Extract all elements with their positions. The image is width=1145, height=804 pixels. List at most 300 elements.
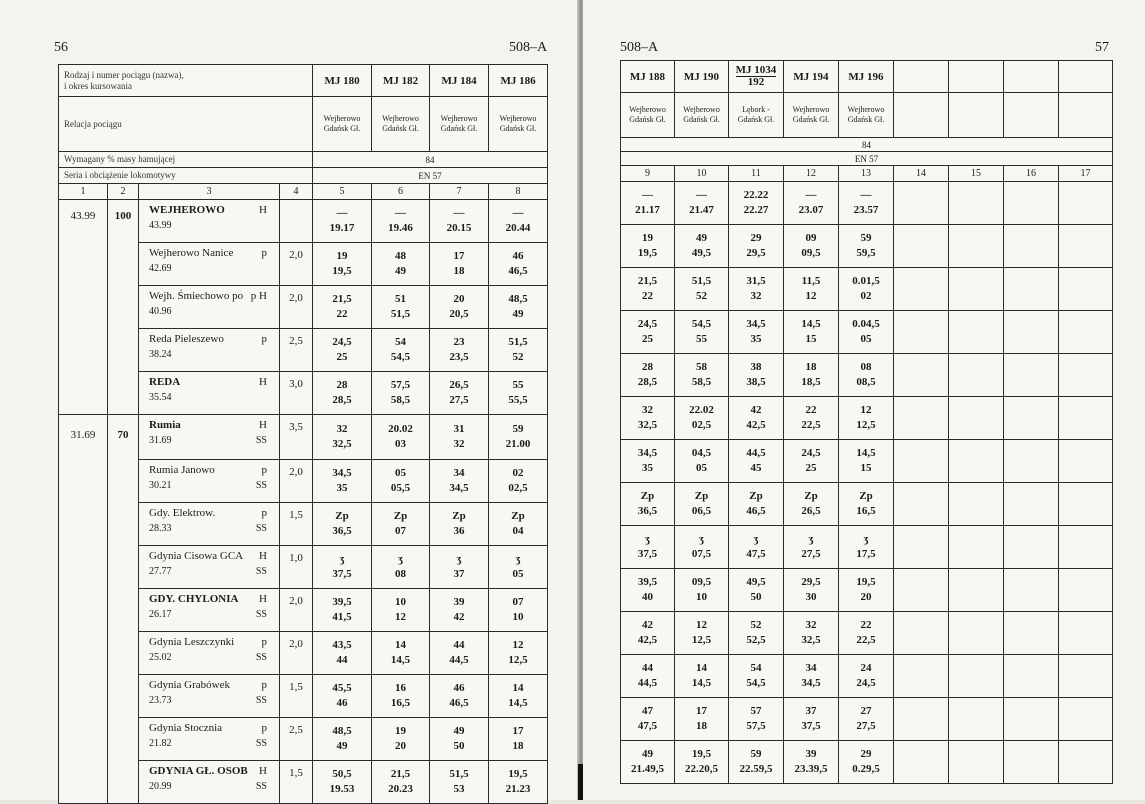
time-cell <box>621 526 675 569</box>
time-cell <box>729 397 784 440</box>
departure-time: 02 <box>860 290 872 302</box>
time-cell <box>949 397 1004 440</box>
time-cell <box>1059 612 1113 655</box>
departure-time: 20,5 <box>449 308 469 320</box>
time-cell <box>675 182 729 225</box>
station-cell <box>139 546 280 589</box>
time-cell <box>1004 483 1059 526</box>
time-cell <box>1004 440 1059 483</box>
arrival-time: 16 <box>395 682 407 694</box>
time-cell <box>621 655 675 698</box>
arrival-time: 39 <box>453 596 465 608</box>
departure-time: 58,5 <box>390 394 411 406</box>
arrival-time: Zp <box>640 490 655 502</box>
departure-time: 19.17 <box>329 222 355 234</box>
train-relation: Wejherowo Gdańsk Gł. <box>675 93 729 138</box>
departure-time: 19,5 <box>332 265 352 277</box>
timetable-left <box>58 64 548 804</box>
departure-time: 34,5 <box>449 482 469 494</box>
station-name: GDY. CHYLONIA <box>149 593 239 605</box>
arrival-time: Zp <box>393 510 408 522</box>
departure-time: 16,5 <box>856 505 876 517</box>
time-cell <box>949 526 1004 569</box>
arrival-time: 19,5 <box>856 576 876 588</box>
arrival-time: 14 <box>512 682 524 694</box>
departure-time: 16,5 <box>390 697 411 709</box>
arrival-time: 08 <box>860 361 872 373</box>
column-number-row <box>621 166 1113 182</box>
station-name: Rumia Janowo <box>149 464 215 476</box>
departure-time: 12,5 <box>691 634 712 646</box>
departure-time: 07 <box>395 525 407 537</box>
station-name: Rumia <box>149 419 181 431</box>
departure-time: 58,5 <box>691 376 712 388</box>
time-cell <box>949 655 1004 698</box>
loco-value: EN 57 <box>313 168 548 184</box>
header-row-relation <box>59 97 548 152</box>
arrival-time: 38 <box>750 361 762 373</box>
gradient: 2,0 <box>280 243 313 286</box>
station-name-line <box>149 634 275 650</box>
departure-time: 42,5 <box>746 419 766 431</box>
station-row <box>621 655 1113 698</box>
arrival-time: 57,5 <box>390 379 411 391</box>
departure-time: 35 <box>642 462 653 474</box>
brake-value: 84 <box>313 152 548 168</box>
station-km: 21.82 <box>149 738 172 749</box>
arrival-time: 12 <box>860 404 872 416</box>
column-number: 3 <box>139 184 280 200</box>
gradient: 2,5 <box>280 329 313 372</box>
arrival-time: 32 <box>336 423 348 435</box>
station-row <box>621 483 1113 526</box>
time-cell <box>949 182 1004 225</box>
arrival-time: 59 <box>860 232 872 244</box>
arrival-time: Zp <box>335 510 349 522</box>
column-number: 2 <box>108 184 139 200</box>
train-relation: Wejherowo Gdańsk Gł. <box>372 97 430 152</box>
station-cell <box>139 589 280 632</box>
time-cell <box>784 440 839 483</box>
time-cell <box>372 329 430 372</box>
departure-time: 32,5 <box>332 438 352 450</box>
departure-time: 19.53 <box>329 783 355 795</box>
time-cell <box>784 483 839 526</box>
departure-time: 37 <box>453 568 465 580</box>
time-cell <box>372 415 430 460</box>
station-km: 40.96 <box>149 306 172 317</box>
time-cell <box>839 440 894 483</box>
departure-time: 52 <box>512 351 524 363</box>
arrival-time: 24,5 <box>332 336 352 348</box>
time-cell <box>1059 397 1113 440</box>
arrival-time: 11,5 <box>801 275 821 287</box>
station-row <box>621 569 1113 612</box>
station-name-line <box>149 763 275 779</box>
station-name-line <box>149 505 275 521</box>
line-code-left: 508–A <box>509 40 548 55</box>
station-ss <box>267 390 275 406</box>
time-cell <box>839 182 894 225</box>
station-km: 20.99 <box>149 781 172 792</box>
time-cell <box>729 655 784 698</box>
station-flag: H <box>259 593 267 605</box>
train-number <box>729 61 784 93</box>
time-cell <box>313 286 372 329</box>
train-number: MJ 180 <box>313 65 372 97</box>
column-number-row <box>59 184 548 200</box>
arrival-time: Zp <box>452 510 466 522</box>
column-number: 10 <box>675 166 729 182</box>
station-km-line <box>149 693 275 709</box>
station-km: 43.99 <box>149 220 172 231</box>
train-number: MJ 186 <box>489 65 548 97</box>
arrival-time: 20.02 <box>388 423 413 435</box>
station-name: Reda Pieleszewo <box>149 333 224 345</box>
station-name: Gdynia Leszczynki <box>149 636 235 648</box>
departure-time: 37,5 <box>801 720 821 732</box>
departure-time: 55,5 <box>508 394 528 406</box>
arrival-time: 17 <box>512 725 524 737</box>
station-flag: H <box>259 376 267 388</box>
train-relation: Wejherowo Gdańsk Gł. <box>621 93 675 138</box>
time-cell <box>430 372 489 415</box>
time-cell <box>1004 741 1059 784</box>
time-cell <box>430 632 489 675</box>
arrival-time: 34 <box>805 662 817 674</box>
time-cell <box>1004 655 1059 698</box>
station-ss <box>267 261 275 277</box>
gradient: 2,0 <box>280 286 313 329</box>
departure-time: 04 <box>512 525 524 537</box>
time-cell <box>313 372 372 415</box>
station-row <box>59 415 548 460</box>
departure-time: 0.29,5 <box>852 763 880 775</box>
time-cell <box>1004 526 1059 569</box>
arrival-time: 28 <box>642 361 653 373</box>
time-cell <box>839 612 894 655</box>
column-number: 14 <box>894 166 949 182</box>
departure-time: 15 <box>805 333 817 345</box>
time-cell <box>949 741 1004 784</box>
time-cell <box>1059 569 1113 612</box>
time-cell <box>372 286 430 329</box>
time-cell <box>621 182 675 225</box>
station-km: 42.69 <box>149 263 172 274</box>
departure-time: 17,5 <box>856 548 876 560</box>
station-cell <box>139 243 280 286</box>
relation-label: Relacja pociągu <box>59 97 313 152</box>
arrival-time: 54,5 <box>691 318 712 330</box>
departure-time: 30 <box>805 591 817 603</box>
header-row-brake <box>59 152 548 168</box>
time-cell <box>675 483 729 526</box>
time-cell <box>621 569 675 612</box>
header-row-brake <box>621 138 1113 152</box>
time-cell <box>621 311 675 354</box>
departure-time: 21.47 <box>689 204 714 216</box>
time-cell <box>372 372 430 415</box>
column-number: 6 <box>372 184 430 200</box>
gradient: 1,5 <box>280 761 313 804</box>
train-relation: Lębork - Gdańsk Gł. <box>729 93 784 138</box>
train-number: MJ 188 <box>621 61 675 93</box>
time-cell <box>784 182 839 225</box>
gradient: 3,0 <box>280 372 313 415</box>
departure-time: 18,5 <box>801 376 821 388</box>
time-cell <box>729 741 784 784</box>
time-cell <box>1059 268 1113 311</box>
departure-time: 36,5 <box>637 505 658 517</box>
departure-time: 28,5 <box>637 376 658 388</box>
time-cell <box>894 182 949 225</box>
station-km-line <box>149 390 275 406</box>
time-cell <box>489 718 548 761</box>
station-cell <box>139 632 280 675</box>
departure-time: 50 <box>453 740 465 752</box>
departure-time: 54,5 <box>746 677 766 689</box>
arrival-time: 49 <box>453 725 465 737</box>
time-cell <box>675 741 729 784</box>
arrival-time: 22 <box>805 404 817 416</box>
arrival-time: 21,5 <box>637 275 658 287</box>
arrival-time: 22.22 <box>743 189 769 201</box>
station-ss: SS <box>255 652 267 663</box>
time-cell <box>949 698 1004 741</box>
departure-time: 51,5 <box>390 308 411 320</box>
arrival-time: 09 <box>805 232 817 244</box>
arrival-time: — <box>453 207 465 219</box>
departure-time: 22 <box>642 290 653 302</box>
station-row <box>621 311 1113 354</box>
time-cell <box>621 354 675 397</box>
station-ss: SS <box>255 695 267 706</box>
time-cell <box>675 698 729 741</box>
time-cell <box>372 200 430 243</box>
arrival-time: 04,5 <box>691 447 712 459</box>
time-cell <box>729 182 784 225</box>
departure-time: 50 <box>750 591 762 603</box>
departure-time: 54,5 <box>390 351 411 363</box>
time-cell <box>839 526 894 569</box>
departure-time: 22,5 <box>856 634 876 646</box>
train-number-fraction <box>736 65 777 88</box>
header-row-train <box>59 65 548 97</box>
arrival-time: 0.01,5 <box>852 275 880 287</box>
departure-time: 32 <box>453 438 465 450</box>
time-cell <box>1004 354 1059 397</box>
arrival-time: 34,5 <box>637 447 658 459</box>
time-cell <box>839 698 894 741</box>
station-row <box>621 182 1113 225</box>
time-cell <box>839 225 894 268</box>
arrival-time: 18 <box>805 361 817 373</box>
header-row-loco <box>621 152 1113 166</box>
time-cell <box>489 546 548 589</box>
column-number: 11 <box>729 166 784 182</box>
station-cell <box>139 503 280 546</box>
time-cell <box>372 632 430 675</box>
station-cell <box>139 200 280 243</box>
station-km: 38.24 <box>149 349 172 360</box>
station-row <box>621 526 1113 569</box>
arrival-time: ʒ <box>753 533 759 545</box>
departure-time: 42,5 <box>637 634 658 646</box>
station-ss: SS <box>255 738 267 749</box>
time-cell <box>949 483 1004 526</box>
time-cell <box>621 698 675 741</box>
station-name-line <box>149 591 275 607</box>
departure-time: 46,5 <box>746 505 766 517</box>
column-number: 4 <box>280 184 313 200</box>
time-cell <box>894 569 949 612</box>
time-cell <box>489 503 548 546</box>
time-cell <box>675 311 729 354</box>
time-cell <box>372 243 430 286</box>
station-ss: SS <box>255 781 267 792</box>
time-cell <box>894 268 949 311</box>
departure-time: 32 <box>750 290 762 302</box>
departure-time: 53 <box>453 783 465 795</box>
line-km: 43.99 <box>59 200 108 415</box>
station-name-line <box>149 288 275 304</box>
station-cell <box>139 761 280 804</box>
loco-label: Seria i obciążenie lokomotywy <box>59 168 313 184</box>
time-cell <box>313 632 372 675</box>
time-cell <box>1004 612 1059 655</box>
time-cell <box>430 415 489 460</box>
time-cell <box>372 675 430 718</box>
time-cell <box>430 329 489 372</box>
time-cell <box>784 354 839 397</box>
departure-time: 46 <box>336 697 348 709</box>
station-name: Gdynia Cisowa GCA <box>149 550 244 562</box>
brake-value: 84 <box>621 138 1113 152</box>
departure-time: 22 <box>336 308 348 320</box>
time-cell <box>839 268 894 311</box>
station-km: 23.73 <box>149 695 172 706</box>
departure-time: 46,5 <box>508 265 528 277</box>
arrival-time: 12 <box>512 639 524 651</box>
line-code-right: 508–A <box>620 40 659 55</box>
train-number: MJ 194 <box>784 61 839 93</box>
departure-time: 32,5 <box>637 419 658 431</box>
time-cell <box>621 612 675 655</box>
time-cell <box>894 225 949 268</box>
station-km: 31.69 <box>149 435 172 446</box>
time-cell <box>313 675 372 718</box>
arrival-time: 26,5 <box>449 379 469 391</box>
time-cell <box>784 268 839 311</box>
arrival-time: 29,5 <box>801 576 821 588</box>
arrival-time: 29 <box>750 232 762 244</box>
station-ss: SS <box>255 566 267 577</box>
departure-time: 36 <box>453 525 465 537</box>
time-cell <box>621 741 675 784</box>
departure-time: 22.59,5 <box>739 763 773 775</box>
time-cell <box>489 200 548 243</box>
station-km: 30.21 <box>149 480 172 491</box>
brake-label: Wymagany % masy hamującej <box>59 152 313 168</box>
time-cell <box>784 655 839 698</box>
departure-time: 37,5 <box>637 548 658 560</box>
time-cell <box>313 589 372 632</box>
departure-time: 38,5 <box>746 376 766 388</box>
station-ss <box>267 304 275 320</box>
time-cell <box>949 225 1004 268</box>
departure-time: 06,5 <box>691 505 712 517</box>
arrival-time: 50,5 <box>332 768 352 780</box>
arrival-time: 48 <box>395 250 407 262</box>
arrival-time: 48,5 <box>332 725 352 737</box>
station-km-line <box>149 478 275 494</box>
departure-time: 08 <box>395 568 407 580</box>
station-flag: p <box>261 679 267 691</box>
time-cell <box>430 546 489 589</box>
time-cell <box>372 761 430 804</box>
time-cell <box>313 243 372 286</box>
train-number: MJ 196 <box>839 61 894 93</box>
arrival-time: Zp <box>804 490 818 502</box>
station-name-line <box>149 245 275 261</box>
train-relation <box>894 93 949 138</box>
arrival-time: 57 <box>750 705 762 717</box>
arrival-time: 46 <box>512 250 524 262</box>
arrival-time: 49,5 <box>746 576 766 588</box>
train-relation: Wejherowo Gdańsk Gł. <box>313 97 372 152</box>
time-cell <box>1059 225 1113 268</box>
time-cell <box>675 526 729 569</box>
departure-time: 23.39,5 <box>794 763 828 775</box>
time-cell <box>313 503 372 546</box>
arrival-time: — <box>395 207 407 219</box>
arrival-time: 22 <box>860 619 872 631</box>
time-cell <box>313 761 372 804</box>
station-flag: p <box>261 722 267 734</box>
departure-time: 35 <box>336 482 348 494</box>
departure-time: 18 <box>696 720 707 732</box>
arrival-time: 20 <box>453 293 465 305</box>
departure-time: 05,5 <box>390 482 411 494</box>
gradient: 2,0 <box>280 589 313 632</box>
time-cell <box>430 286 489 329</box>
departure-time: 05 <box>512 568 524 580</box>
station-flag: p <box>261 464 267 476</box>
time-cell <box>430 460 489 503</box>
time-cell <box>784 225 839 268</box>
arrival-time: 59 <box>512 423 524 435</box>
time-cell <box>1004 569 1059 612</box>
train-relation: Wejherowo Gdańsk Gł. <box>430 97 489 152</box>
departure-time: 10 <box>512 611 524 623</box>
time-cell <box>839 741 894 784</box>
departure-time: 23.07 <box>798 204 824 216</box>
arrival-time: ʒ <box>456 553 462 565</box>
departure-time: 45 <box>750 462 762 474</box>
time-cell <box>313 200 372 243</box>
departure-time: 15 <box>860 462 872 474</box>
train-relation <box>949 93 1004 138</box>
gradient: 2,5 <box>280 718 313 761</box>
station-flag: p <box>261 636 267 648</box>
train-number <box>894 61 949 93</box>
departure-time: 47,5 <box>637 720 658 732</box>
arrival-time: 42 <box>750 404 762 416</box>
departure-time: 23.57 <box>853 204 879 216</box>
departure-time: 12,5 <box>856 419 876 431</box>
station-flag: H <box>259 550 267 562</box>
station-km-line <box>149 736 275 752</box>
